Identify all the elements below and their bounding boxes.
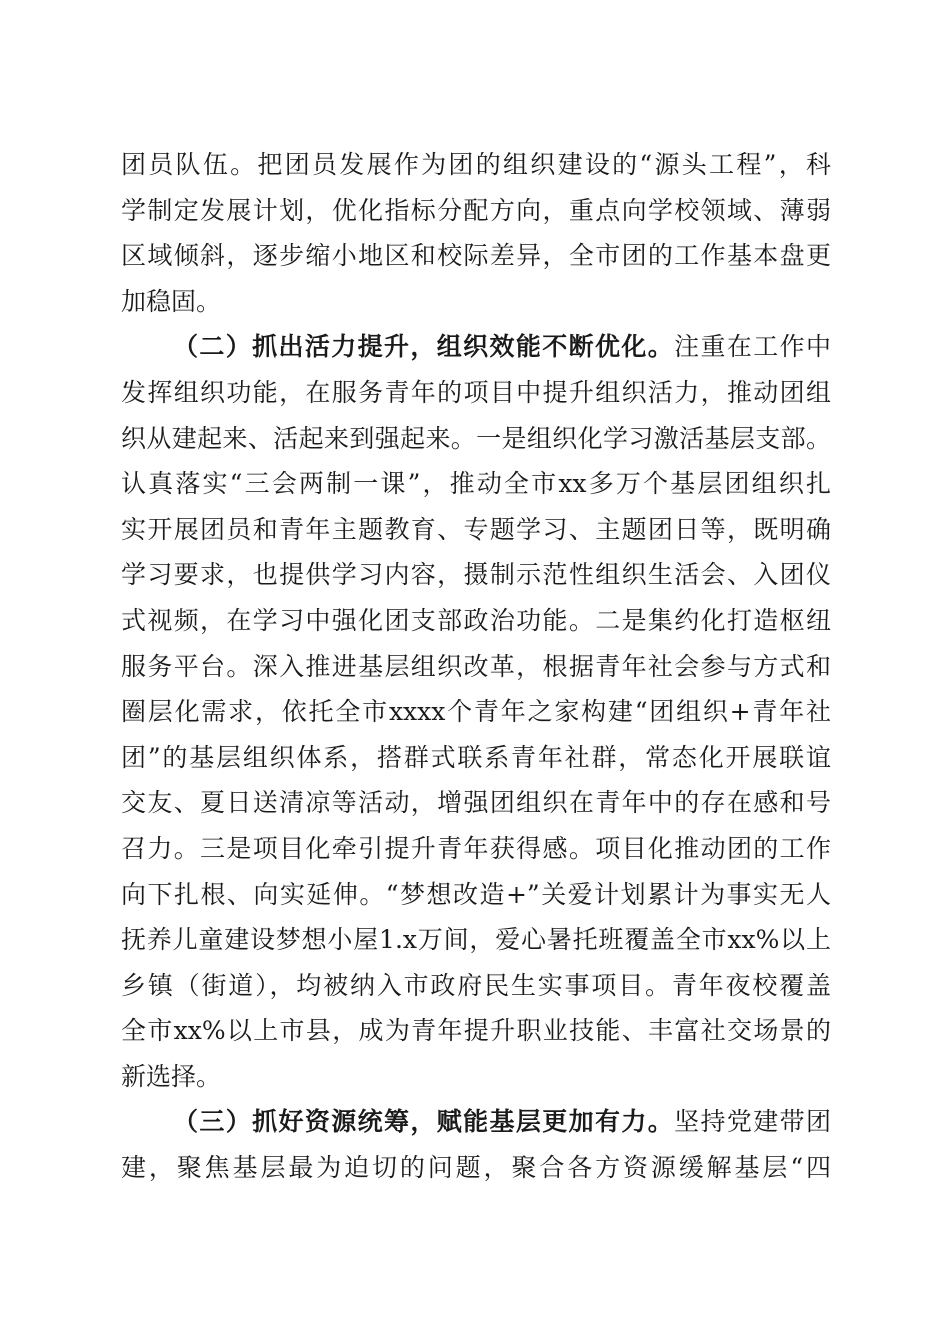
text-line: 交友、夏日送清凉等活动，增强团组织在青年中的存在感和号 xyxy=(121,788,831,818)
text-line: 乡镇（街道），均被纳入市政府民生实事项目。青年夜校覆盖 xyxy=(121,970,831,1000)
text-line: 团员队伍。把团员发展作为团的组织建设的“源头工程”，科 xyxy=(121,150,831,179)
text-line: 认真落实“三会两制一课”，推动全市xx多万个基层团组织扎 xyxy=(121,469,831,499)
text-line: 区域倾斜，逐步缩小地区和校际差异，全市团的工作基本盘更 xyxy=(121,241,831,271)
text-line: 建，聚焦基层最为迫切的问题，聚合各方资源缓解基层“四 xyxy=(121,1153,831,1183)
text-line: 服务平台。深入推进基层组织改革，根据青年社会参与方式和 xyxy=(121,651,831,681)
text-run: 坚持党建带团 xyxy=(674,1107,831,1137)
text-line: 织从建起来、活起来到强起来。一是组织化学习激活基层支部。 xyxy=(121,423,831,453)
text-line: 召力。三是项目化牵引提升青年获得感。项目化推动团的工作 xyxy=(121,833,831,863)
text-line: 加稳固。 xyxy=(121,286,222,316)
text-line: 全市xx%以上市县，成为青年提升职业技能、丰富社交场景的 xyxy=(121,1016,831,1046)
section-heading: （二）抓出活力提升，组织效能不断优化。 xyxy=(173,332,675,362)
text-line: 发挥组织功能，在服务青年的项目中提升组织活力，推动团组 xyxy=(121,377,831,407)
text-line: 向下扎根、向实延伸。“梦想改造+”关爱计划累计为事实无人 xyxy=(121,879,831,909)
body-text xyxy=(121,142,831,1191)
text-line: 实开展团员和青年主题教育、专题学习、主题团日等，既明确 xyxy=(121,514,831,544)
text-line: 圈层化需求，依托全市xxxx个青年之家构建“团组织+青年社 xyxy=(121,697,831,727)
section-heading-line xyxy=(121,1099,831,1145)
text-run: 注重在工作中 xyxy=(674,332,831,362)
text-line: 式视频，在学习中强化团支部政治功能。二是集约化打造枢纽 xyxy=(121,605,831,635)
section-heading: （三）抓好资源统筹，赋能基层更加有力。 xyxy=(173,1107,675,1137)
text-line: 学习要求，也提供学习内容，摄制示范性组织生活会、入团仪 xyxy=(121,560,831,590)
text-line: 新选择。 xyxy=(121,1061,222,1091)
section-heading-line xyxy=(121,324,831,370)
text-line: 学制定发展计划，优化指标分配方向，重点向学校领域、薄弱 xyxy=(121,195,831,225)
text-line: 团”的基层组织体系，搭群式联系青年社群，常态化开展联谊 xyxy=(121,742,831,772)
text-line: 抚养儿童建设梦想小屋1.x万间，爱心暑托班覆盖全市xx%以上 xyxy=(121,925,831,955)
